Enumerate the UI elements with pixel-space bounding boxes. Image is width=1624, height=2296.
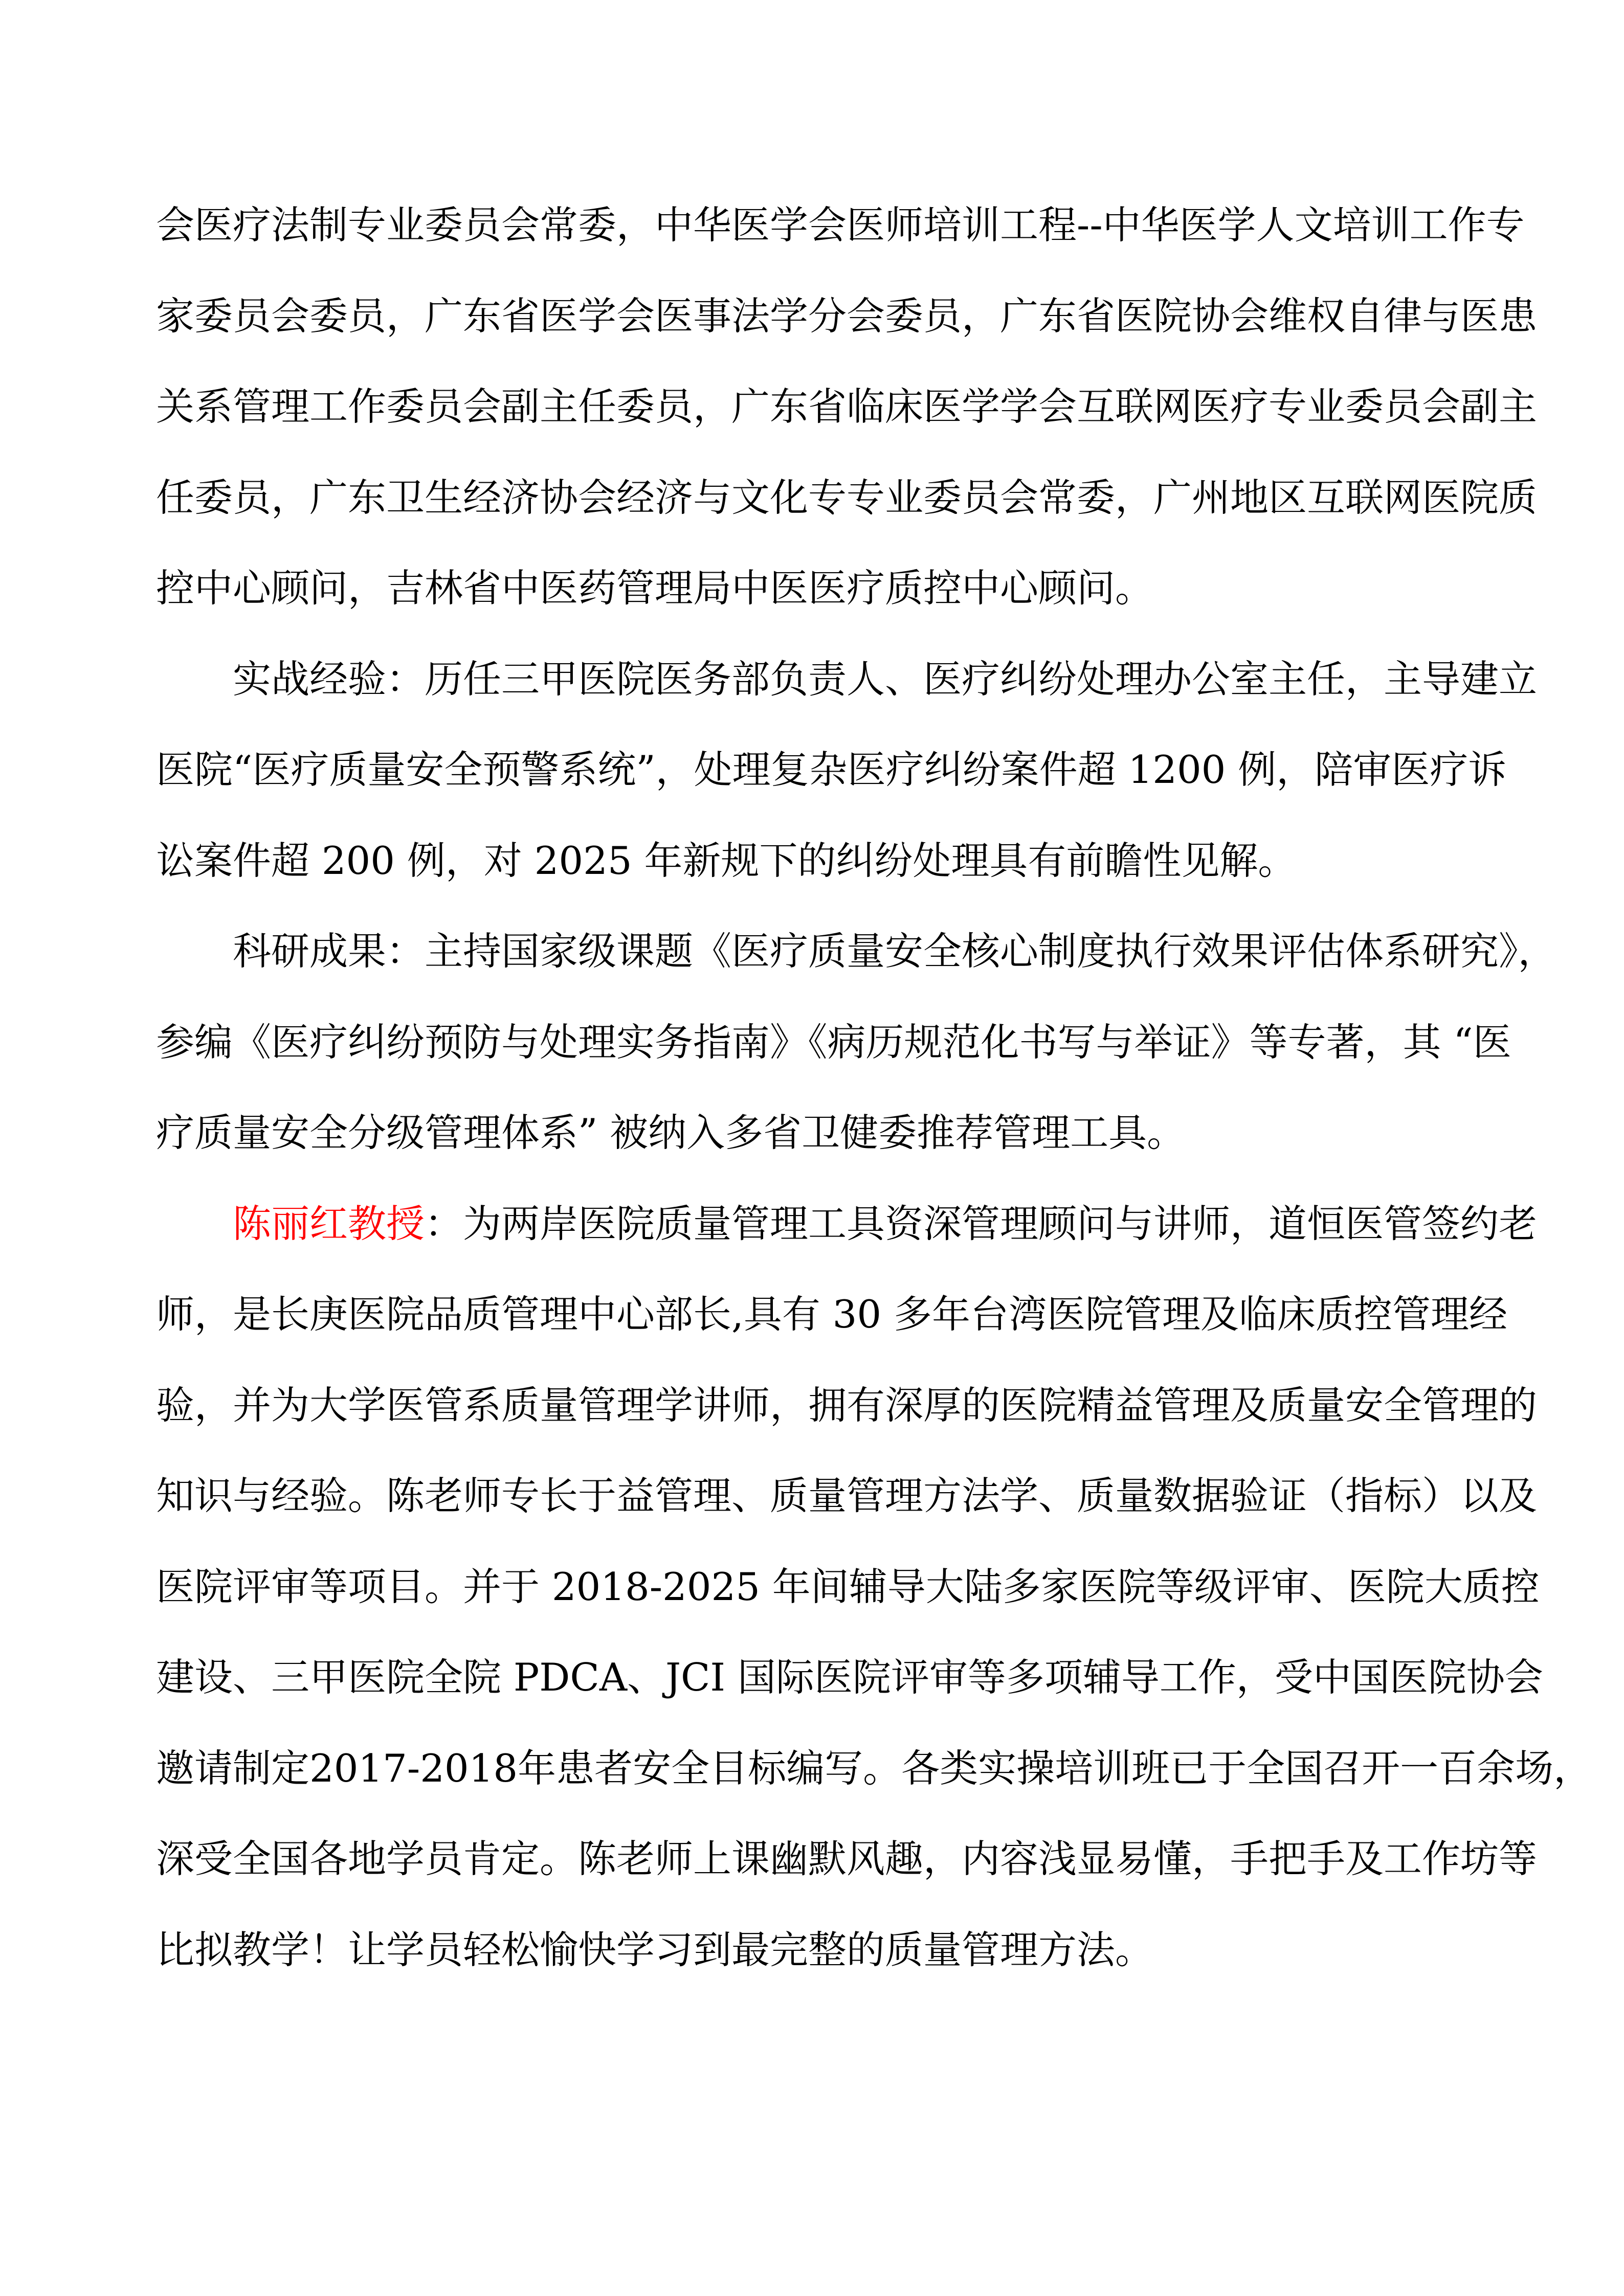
paragraph-research-results [156, 906, 1556, 1179]
text-line: 师，是长庚医院品质管理中心部长,具有 30 多年台湾医院管理及临床质控管理经 [156, 1292, 1507, 1337]
speaker-name-highlight: 陈丽红教授 [233, 1201, 425, 1246]
text-line: 控中心顾问，吉林省中医药管理局中医医疗质控中心顾问。 [156, 566, 1154, 611]
text-line: 家委员会委员，广东省医学会医事法学分会委员，广东省医院协会维权自律与医患 [156, 293, 1538, 339]
text-line: 医院评审等项目。并于 2018-2025 年间辅导大陆多家医院等级评审、医院大质控 [156, 1564, 1540, 1609]
text-line: 任委员，广东卫生经济协会经济与文化专专业委员会常委，广州地区互联网医院质 [156, 475, 1538, 520]
text-line-content: ：为两岸医院质量管理工具资深管理顾问与讲师，道恒医管签约老 [425, 1201, 1538, 1246]
text-line: 疗质量安全分级管理体系” 被纳入多省卫健委推荐管理工具。 [156, 1110, 1186, 1155]
text-line: 邀请制定2017-2018年患者安全目标编写。各类实操培训班已于全国召开一百余场， [156, 1745, 1592, 1791]
text-line: 验，并为大学医管系质量管理学讲师，拥有深厚的医院精益管理及质量安全管理的 [156, 1382, 1538, 1428]
text-line: 关系管理工作委员会副主任委员，广东省临床医学学会互联网医疗专业委员会副主 [156, 384, 1538, 429]
paragraph-affiliations [156, 180, 1538, 634]
paragraph-chen-lihong-bio [156, 1179, 1592, 1996]
text-line: 会医疗法制专业委员会常委，中华医学会医师培训工程--中华医学人文培训工作专 [156, 202, 1525, 247]
text-line: 建设、三甲医院全院 PDCA、JCI 国际医院评审等多项辅导工作，受中国医院协会 [156, 1655, 1543, 1700]
paragraph-practical-experience [156, 634, 1538, 907]
text-line: 参编《医疗纠纷预防与处理实务指南》《病历规范化书写与举证》等专著，其 “医 [156, 1019, 1511, 1065]
text-line: 医院“医疗质量安全预警系统”，处理复杂医疗纠纷案件超 1200 例，陪审医疗诉 [156, 747, 1507, 792]
text-line [156, 634, 1538, 725]
text-line: 讼案件超 200 例，对 2025 年新规下的纠纷处理具有前瞻性见解。 [156, 838, 1297, 883]
text-line: 比拟教学！让学员轻松愉快学习到最完整的质量管理方法。 [156, 1927, 1154, 1972]
document-page [156, 180, 1592, 1995]
text-line: 深受全国各地学员肯定。陈老师上课幽默风趣，内容浅显易懂，手把手及工作坊等 [156, 1836, 1538, 1881]
text-line [156, 906, 1556, 997]
text-line: 知识与经验。陈老师专长于益管理、质量管理方法学、质量数据验证（指标）以及 [156, 1473, 1538, 1518]
text-line-content: 实战经验：历任三甲医院医务部负责人、医疗纠纷处理办公室主任，主导建立 [233, 656, 1538, 702]
text-line-content: 科研成果：主持国家级课题《医疗质量安全核心制度执行效果评估体系研究》， [233, 929, 1556, 974]
text-line [156, 1179, 1538, 1270]
